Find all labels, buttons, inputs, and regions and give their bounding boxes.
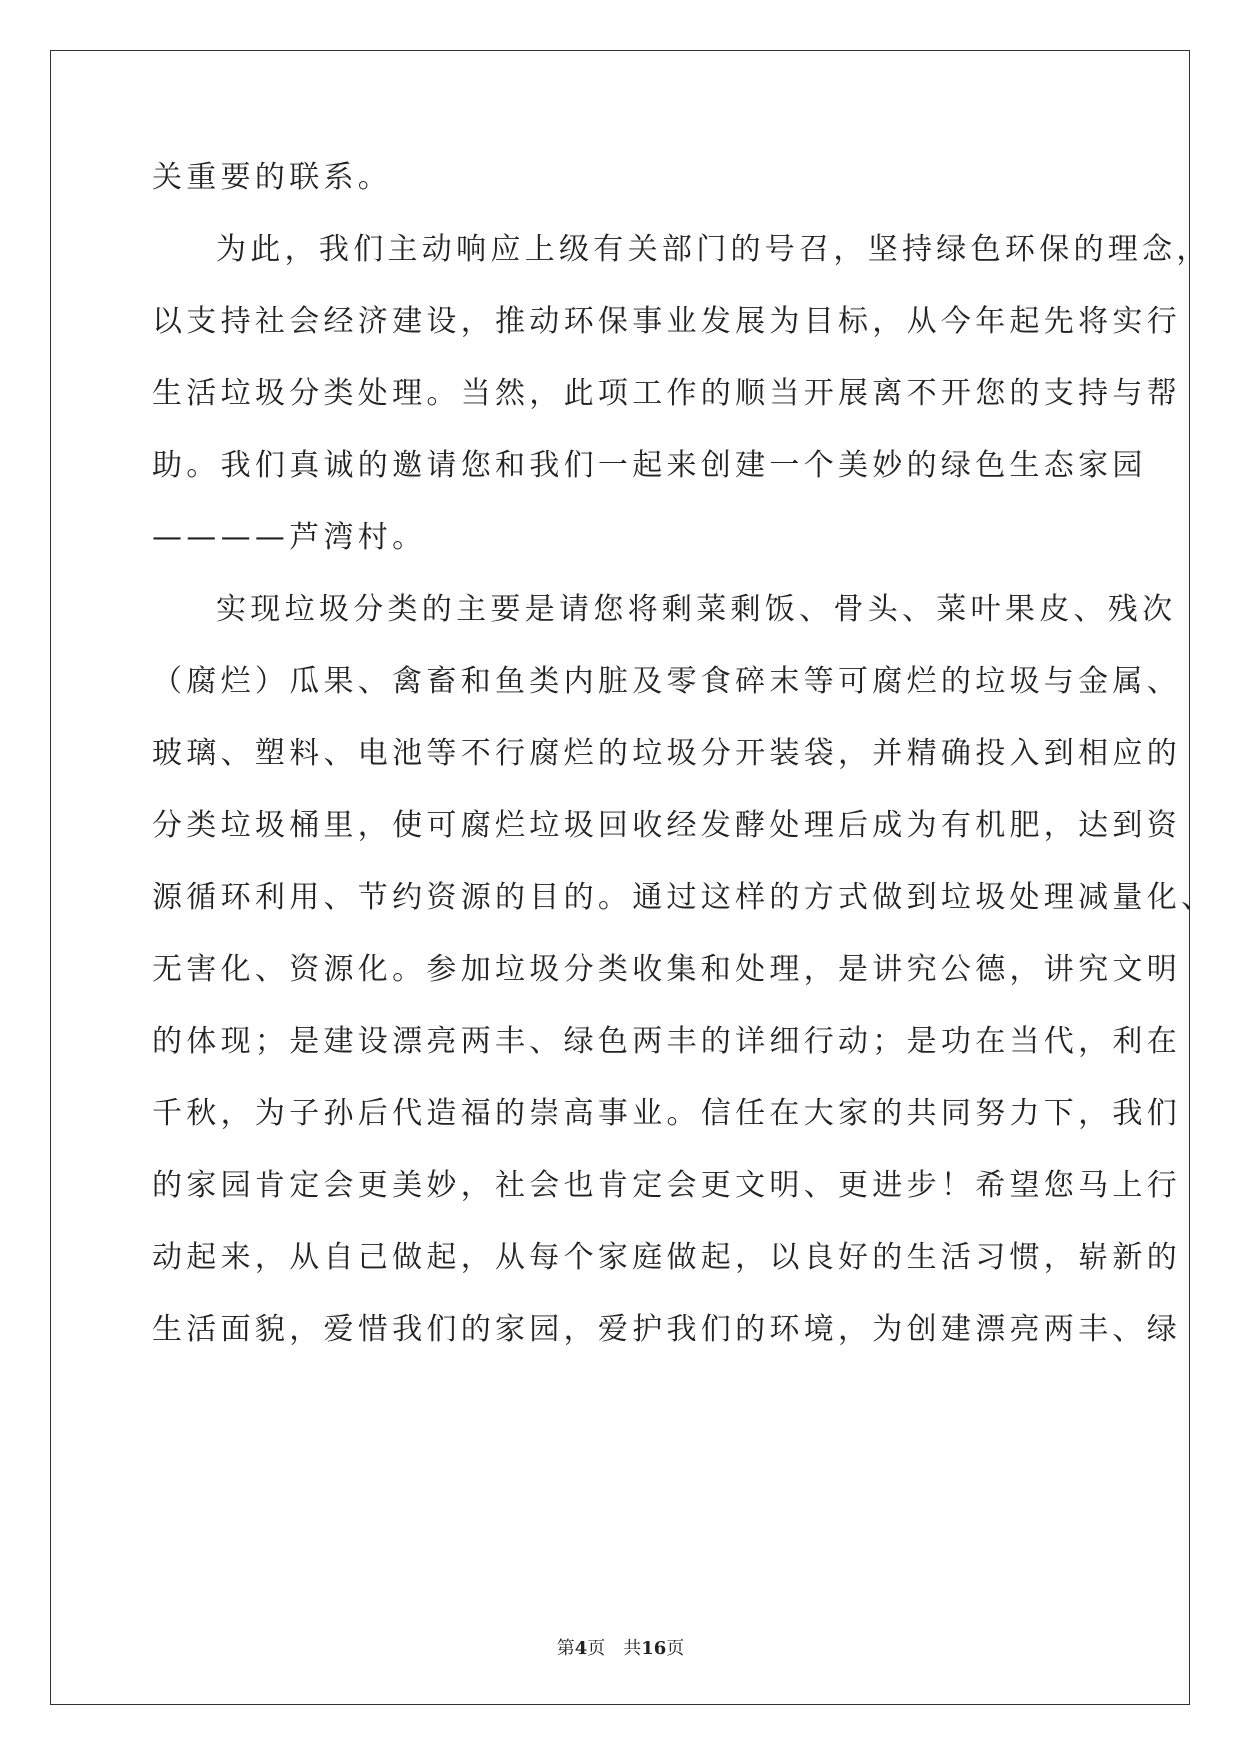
text-line: 千秋，为子孙后代造福的崇高事业。信任在大家的共同努力下，我们 — [152, 1096, 1181, 1131]
page-total: 16 — [641, 1638, 667, 1659]
text-line: 无害化、资源化。参加垃圾分类收集和处理，是讲究公德，讲究文明 — [152, 952, 1181, 987]
page-footer — [0, 1634, 1241, 1660]
text-line: 玻璃、塑料、电池等不行腐烂的垃圾分开装袋，并精确投入到相应的 — [152, 736, 1181, 771]
text-line: 关重要的联系。 — [152, 160, 393, 195]
text-line: 源循环利用、节约资源的目的。通过这样的方式做到垃圾处理减量化、 — [152, 880, 1216, 915]
text-line: 动起来，从自己做起，从每个家庭做起，以良好的生活习惯，崭新的 — [152, 1240, 1181, 1275]
page-prefix: 第 — [556, 1638, 575, 1659]
text-line: 的体现；是建设漂亮两丰、绿色两丰的详细行动；是功在当代，利在 — [152, 1024, 1181, 1059]
page-suffix: 页 — [587, 1638, 606, 1659]
text-line: 实现垃圾分类的主要是请您将剩菜剩饭、骨头、菜叶果皮、残次 — [216, 592, 1177, 627]
text-line: 生活垃圾分类处理。当然，此项工作的顺当开展离不开您的支持与帮 — [152, 376, 1181, 411]
text-line: （腐烂）瓜果、禽畜和鱼类内脏及零食碎末等可腐烂的垃圾与金属、 — [152, 664, 1181, 699]
text-line: 以支持社会经济建设，推动环保事业发展为目标，从今年起先将实行 — [152, 304, 1181, 339]
text-line: ————芦湾村。 — [152, 520, 427, 555]
total-suffix: 页 — [666, 1638, 685, 1659]
text-line: 的家园肯定会更美妙，社会也肯定会更文明、更进步！希望您马上行 — [152, 1168, 1181, 1203]
total-prefix: 共 — [623, 1638, 642, 1659]
text-line: 分类垃圾桶里，使可腐烂垃圾回收经发酵处理后成为有机肥，达到资 — [152, 808, 1181, 843]
text-line: 助。我们真诚的邀请您和我们一起来创建一个美妙的绿色生态家园 — [152, 448, 1147, 483]
text-line: 为此，我们主动响应上级有关部门的号召，坚持绿色环保的理念， — [216, 232, 1211, 267]
text-line: 生活面貌，爱惜我们的家园，爱护我们的环境，为创建漂亮两丰、绿 — [152, 1312, 1181, 1347]
page-current: 4 — [574, 1638, 588, 1659]
